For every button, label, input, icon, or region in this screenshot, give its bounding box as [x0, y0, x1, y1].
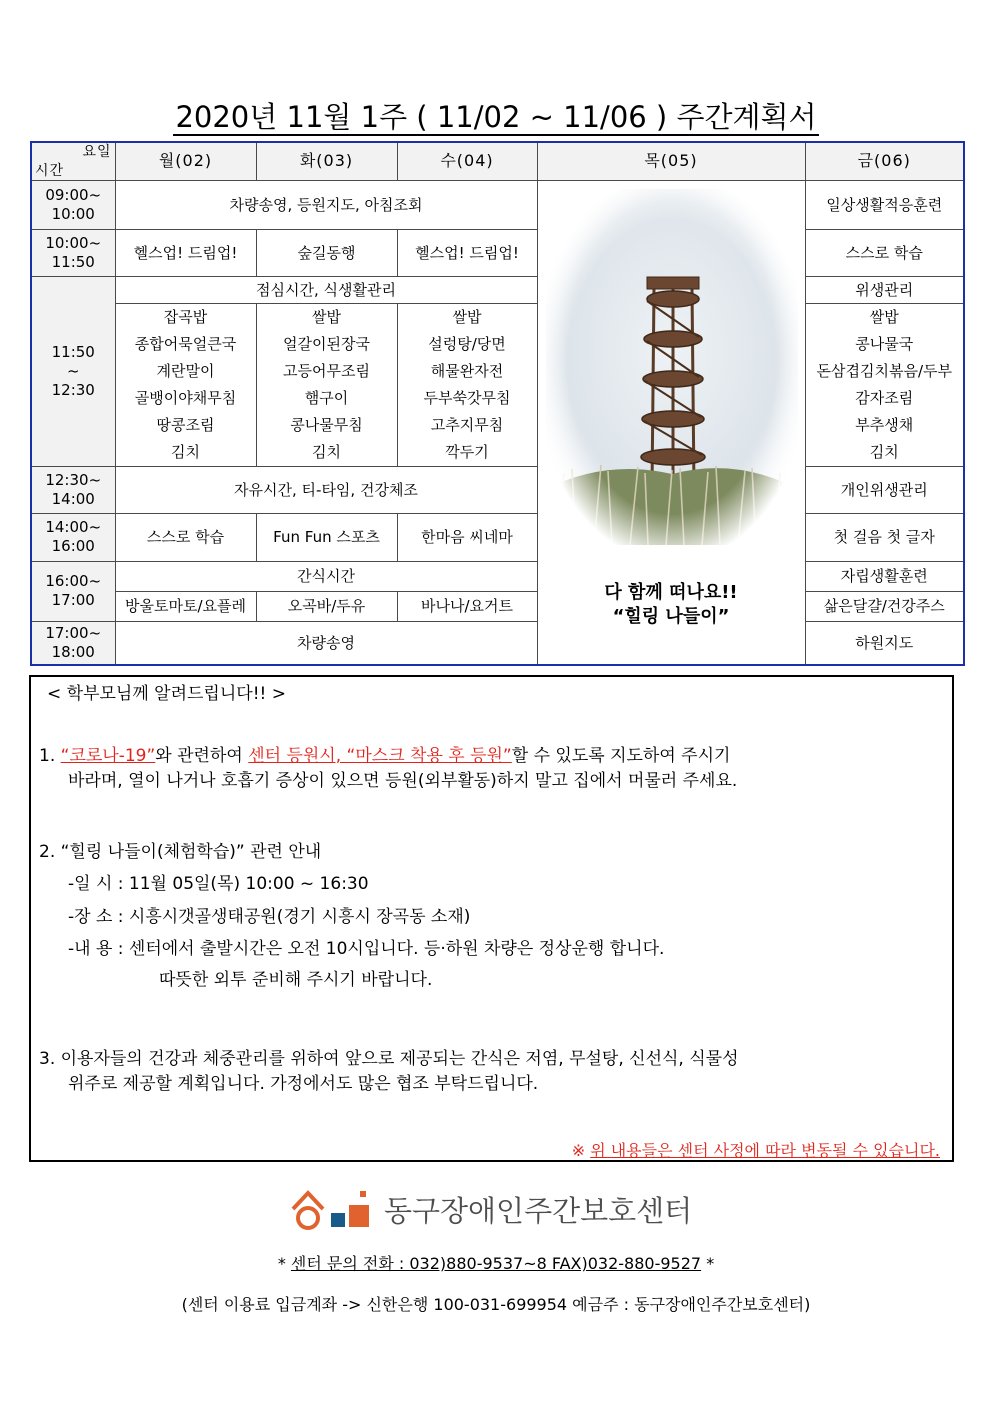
activity-cell: Fun Fun 스포츠	[256, 513, 397, 561]
notice-item-2-title: 2. “힐링 나들이(체험학습)” 관련 안내	[39, 842, 322, 862]
menu-item: 골뱅이야채무침	[134, 388, 237, 407]
snack-cell: 방울토마토/요플레	[115, 591, 256, 621]
notice-item-2-content: -내 용 : 센터에서 출발시간은 오전 10시입니다. 등·하원 차량은 정상운행 합니다.	[68, 939, 665, 959]
time-slot: 14:00~ 16:00	[31, 513, 115, 561]
day-header-thu: 목(05)	[537, 142, 805, 180]
activity-cell: 헬스업! 드림업!	[115, 229, 256, 276]
menu-item: 부추생채	[855, 415, 914, 434]
bank-account-info: (센터 이용료 입금계좌 -> 신한은행 100-031-699954 예금주 : 동구장애인주간보호센터)	[181, 1295, 811, 1314]
menu-item: 쌀밥	[452, 307, 482, 326]
menu-item: 계란말이	[156, 361, 215, 380]
menu-item: 김치	[312, 442, 341, 461]
outing-caption	[538, 581, 805, 629]
activity-cell: 스스로 학습	[805, 229, 964, 276]
outing-line-1: 다 함께 떠나요!!	[604, 581, 738, 603]
activity-cell: 간식시간	[115, 561, 537, 591]
menu-item: 깍두기	[445, 442, 489, 461]
snack-cell: 바나나/요거트	[397, 591, 537, 621]
activity-cell: 일상생활적응훈련	[805, 180, 964, 229]
activity-cell: 자유시간, 티-타임, 건강체조	[115, 466, 537, 513]
notice-item-2-place: -장 소 : 시흥시갯골생태공원(경기 시흥시 장곡동 소재)	[68, 907, 471, 927]
menu-item: 김치	[171, 442, 200, 461]
activity-cell: 하원지도	[805, 621, 964, 665]
day-header-mon: 월(02)	[115, 142, 256, 180]
notice-item-3: 3. 이용자들의 건강과 체중관리를 위하여 앞으로 제공되는 간식은 저염, 무설탕, 신선식, 식물성	[39, 1049, 739, 1069]
activity-cell: 위생관리	[805, 276, 964, 303]
menu-item: 두부쑥갓무침	[423, 388, 511, 407]
time-slot: 09:00~ 10:00	[31, 180, 115, 229]
menu-item: 콩나물무침	[290, 415, 363, 434]
outing-line-2: “힐링 나들이”	[612, 605, 730, 627]
activity-cell: 헬스업! 드림업!	[397, 229, 537, 276]
notice-heading: < 학부모님께 알려드립니다!! >	[47, 684, 286, 704]
activity-cell: 첫 걸음 첫 글자	[805, 513, 964, 561]
day-header-fri: 금(06)	[805, 142, 964, 180]
menu-item: 돈삼겹김치볶음/두부	[816, 361, 952, 380]
tower-photo-image	[546, 189, 798, 545]
menu-item: 고등어무조림	[283, 361, 370, 380]
time-slot: 12:30~ 14:00	[31, 466, 115, 513]
thursday-outing-cell	[537, 180, 805, 665]
menu-item: 쌀밥	[312, 307, 341, 326]
menu-item: 콩나물국	[855, 334, 914, 353]
menu-cell-mon	[115, 303, 256, 466]
menu-item: 김치	[869, 442, 899, 461]
notice-item-2-date: -일 시 : 11월 05일(목) 10:00 ~ 16:30	[68, 874, 369, 894]
notice-item-1: 1. “코로나-19”와 관련하여 센터 등원시, “마스크 착용 후 등원”할 수 있도록 지도하여 주시기	[39, 746, 731, 766]
time-slot: 10:00~ 11:50	[31, 229, 115, 276]
day-header-tue: 화(03)	[256, 142, 397, 180]
parent-notice-box	[29, 675, 954, 1162]
notice-disclaimer: ※ 위 내용들은 센터 사정에 따라 변동될 수 있습니다.	[571, 1141, 940, 1160]
activity-cell: 한마음 씨네마	[397, 513, 537, 561]
notice-item-3-line-2: 위주로 제공할 계획입니다. 가정에서도 많은 협조 부탁드립니다.	[68, 1074, 539, 1094]
menu-cell-fri	[805, 303, 964, 466]
snack-cell: 오곡바/두유	[256, 591, 397, 621]
menu-item: 감자조림	[855, 388, 914, 407]
activity-cell: 숲길동행	[256, 229, 397, 276]
menu-item: 설렁탕/당면	[428, 334, 506, 353]
table-corner	[31, 142, 115, 180]
time-slot: 11:50 ~ 12:30	[31, 276, 115, 466]
notice-item-2-content-line-2: 따뜻한 외투 준비해 주시기 바랍니다.	[159, 970, 433, 990]
menu-item: 잡곡밥	[163, 307, 208, 326]
menu-cell-wed	[397, 303, 537, 466]
page-title: 2020년 11월 1주 ( 11/02 ~ 11/06 ) 주간계획서	[175, 100, 817, 134]
contact-phone-fax: 센터 문의 전화 : 032)880-9537~8 FAX)032-880-9527	[290, 1254, 702, 1273]
activity-cell: 스스로 학습	[115, 513, 256, 561]
snack-cell: 삶은달걀/건강주스	[805, 591, 964, 621]
activity-cell: 점심시간, 식생활관리	[115, 276, 537, 303]
notice-item-1-line-2: 바라며, 열이 나거나 호흡기 증상이 있으면 등원(외부활동)하지 말고 집에서 머물러 주세요.	[68, 771, 738, 791]
menu-item: 쌀밥	[869, 307, 899, 326]
center-logo-text: 동구장애인주간보호센터	[384, 1194, 693, 1228]
day-header-wed: 수(04)	[397, 142, 537, 180]
menu-item: 햄구이	[304, 388, 349, 407]
contact-info: * 센터 문의 전화 : 032)880-9537~8 FAX)032-880-9527 *	[277, 1254, 715, 1273]
menu-item: 종합어묵얼큰국	[134, 334, 237, 353]
activity-cell: 차량송영, 등원지도, 아침조회	[115, 180, 537, 229]
menu-item: 고추지무침	[430, 415, 504, 434]
activity-cell: 개인위생관리	[805, 466, 964, 513]
menu-item: 해물완자전	[430, 361, 504, 380]
corner-time-label: 시간	[35, 162, 65, 179]
menu-item: 땅콩조림	[156, 415, 215, 434]
activity-cell: 차량송영	[115, 621, 537, 665]
menu-cell-tue	[256, 303, 397, 466]
menu-item: 얼갈이된장국	[283, 334, 370, 353]
time-slot: 16:00~ 17:00	[31, 561, 115, 621]
weekly-schedule-table	[30, 141, 965, 666]
time-slot: 17:00~ 18:00	[31, 621, 115, 665]
activity-cell: 자립생활훈련	[805, 561, 964, 591]
corner-day-label: 요일	[82, 144, 112, 160]
